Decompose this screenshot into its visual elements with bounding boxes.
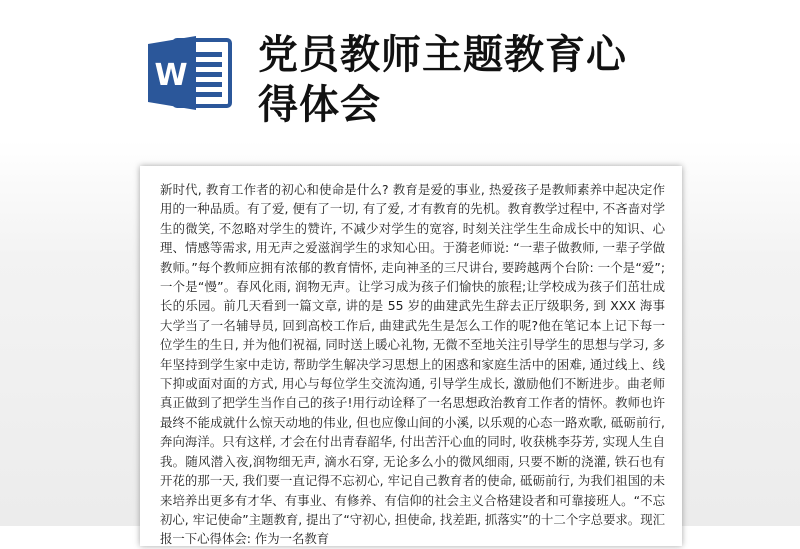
word-icon-line [194, 72, 222, 77]
document-body-text: 新时代, 教育工作者的初心和使命是什么? 教育是爱的事业, 热爱孩子是教师素养中起决定作用的一种品质。有了爱, 便有了一切, 有了爱, 才有教育的先机。教育教学过程中, 不吝啬对学生的微笑, 不忽略对学生的赞许, 不减少对学生的宽容, 时刻关注学生生命成长中的知识、心理、情感等需求, 用无声之爱滋润学生的求知心田。于漪老师说: “一辈子做教师, 一辈子学做教师。”每个教师应拥有浓郁的教育情怀, 走向神圣的三尺讲台, 要跨越两个台阶: 一个是“爱”; 一个是“慢”。春风化雨, 润物无声。让学习成为孩子们愉快的旅程;让学校成为孩子们茁壮成长的乐园。前几天看到一篇文章, 讲的是 55 岁的曲建武先生辞去正厅级职务, 到 XXX 海事大学当了一名辅导员, 回到高校工作后, 曲建武先生是怎么工作的呢?他在笔记本上记下每一位学生的生日, 并为他们祝福, 同时送上暖心礼物, 无微不至地关注引导学生的思想与学习, 多年坚持到学生家中走访, 帮助学生解决学习思想上的困惑和家庭生活中的困难, 通过线上、线下抑或面对面的方式, 用心与每位学生交流沟通, 引导学生成长, 激励他们不断进步。曲老师真正做到了把学生当作自己的孩子!用行动诠释了一名思想政治教育工作者的情怀。教师也许最终不能成就什么惊天动地的伟业, 但也应像山间的小溪, 以乐观的心态一路欢歌, 砥砺前行, 奔向海洋。只有这样, 才会在付出青春韶华, 付出苦汗心血的同时, 收获桃李芬芳, 实现人生自我。随风潜入夜,润物细无声, 滴水石穿, 无论多么小的微风细雨, 只要不断的浇灌, 铁石也有开花的那一天, 我们要一直记得不忘初心, 牢记自己教育者的使命, 砥砺前行, 为我们祖国的未来培养出更多有才华、有事业、有修养、有信仰的社会主义合格建设者和可靠接班人。“不忘初心, 牢记使命”主题教育, 提出了“守初心, 担使命, 找差距, 抓落实”的十二个字总要求。现汇报一下心得体会: 作为一名教育 [160, 182, 665, 547]
word-icon-line [194, 52, 222, 57]
word-doc-icon [144, 34, 236, 112]
word-icon-line [194, 62, 222, 67]
title-line-1: 党员教师主题教育心 [258, 32, 627, 78]
page-title [258, 30, 728, 130]
document-page [140, 166, 682, 546]
title-line-2: 得体会 [258, 82, 381, 128]
word-icon-line [194, 82, 222, 87]
header [0, 0, 800, 160]
word-icon-line [194, 92, 222, 97]
word-icon-letter: W [154, 58, 188, 93]
